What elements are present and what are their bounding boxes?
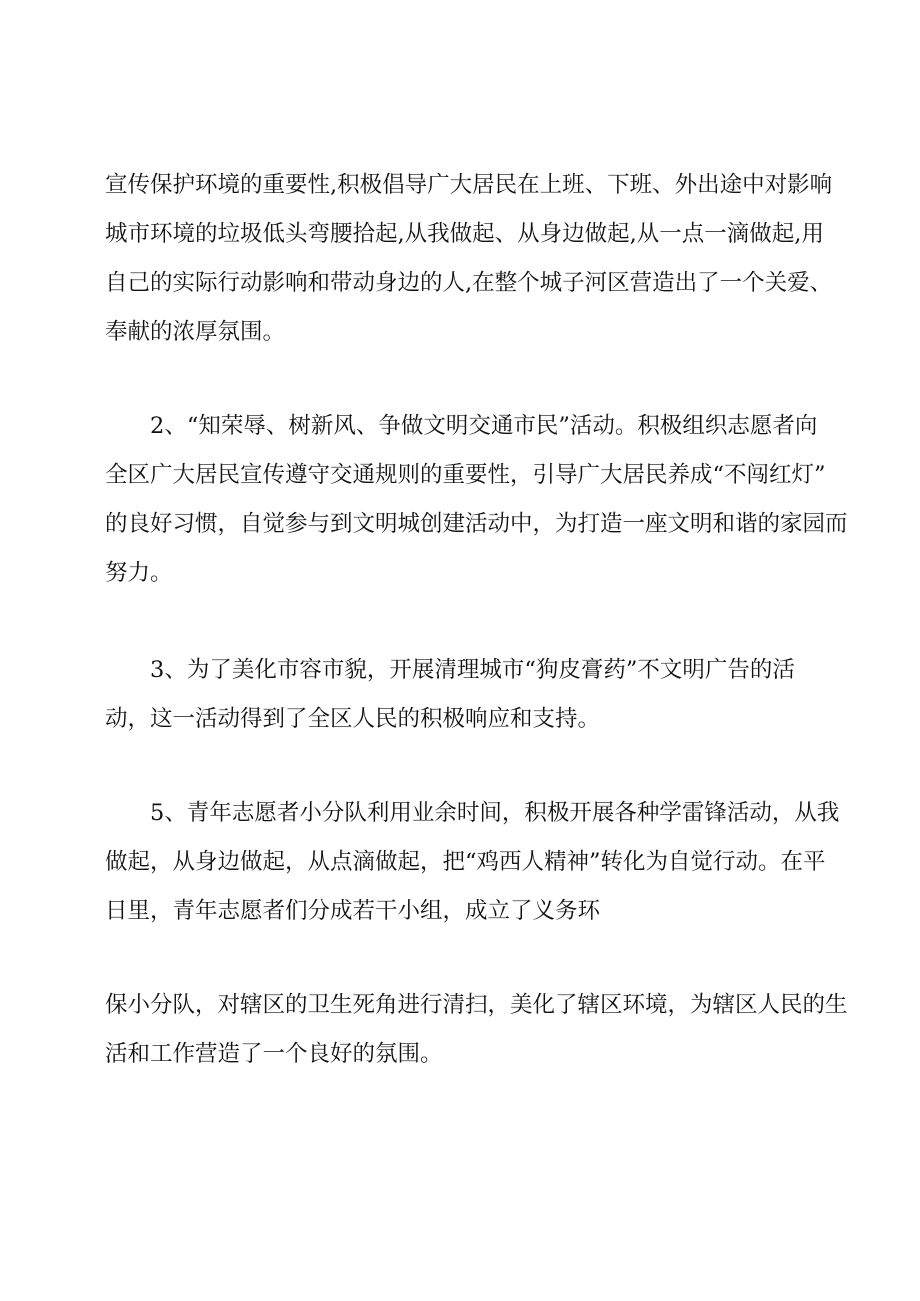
paragraph-line: 的良好习惯，自觉参与到文明城创建活动中，为打造一座文明和谐的家园而 bbox=[105, 511, 848, 537]
paragraph-line: 5、青年志愿者小分队利用业余时间，积极开展各种学雷锋活动，从我 bbox=[150, 800, 840, 826]
paragraph-line: 努力。 bbox=[105, 560, 173, 586]
paragraph-line: 3、为了美化市容市貌，开展清理城市“狗皮膏药”不文明广告的活 bbox=[150, 657, 795, 683]
paragraph-line: 全区广大居民宣传遵守交通规则的重要性，引导广大居民养成“不闯红灯” bbox=[105, 462, 826, 488]
paragraph-line: 宣传保护环境的重要性,积极倡导广大居民在上班、下班、外出途中对影响 bbox=[105, 172, 833, 198]
paragraph-line: 自己的实际行动影响和带动身边的人,在整个城子河区营造出了一个关爱、 bbox=[105, 270, 833, 296]
paragraph-line: 2、“知荣辱、树新风、争做文明交通市民”活动。积极组织志愿者向 bbox=[150, 413, 818, 439]
paragraph-line: 保小分队，对辖区的卫生死角进行清扫，美化了辖区环境，为辖区人民的生 bbox=[105, 992, 848, 1018]
paragraph-line: 做起，从身边做起，从点滴做起，把“鸡西人精神”转化为自觉行动。在平 bbox=[105, 849, 826, 875]
paragraph-line: 奉献的浓厚氛围。 bbox=[105, 319, 286, 345]
paragraph-line: 活和工作营造了一个良好的氛围。 bbox=[105, 1041, 443, 1067]
paragraph-line: 日里，青年志愿者们分成若干小组，成立了义务环 bbox=[105, 898, 601, 924]
paragraph-line: 动，这一活动得到了全区人民的积极响应和支持。 bbox=[105, 706, 601, 732]
paragraph-line: 城市环境的垃圾低头弯腰拾起,从我做起、从身边做起,从一点一滴做起,用 bbox=[105, 221, 824, 247]
